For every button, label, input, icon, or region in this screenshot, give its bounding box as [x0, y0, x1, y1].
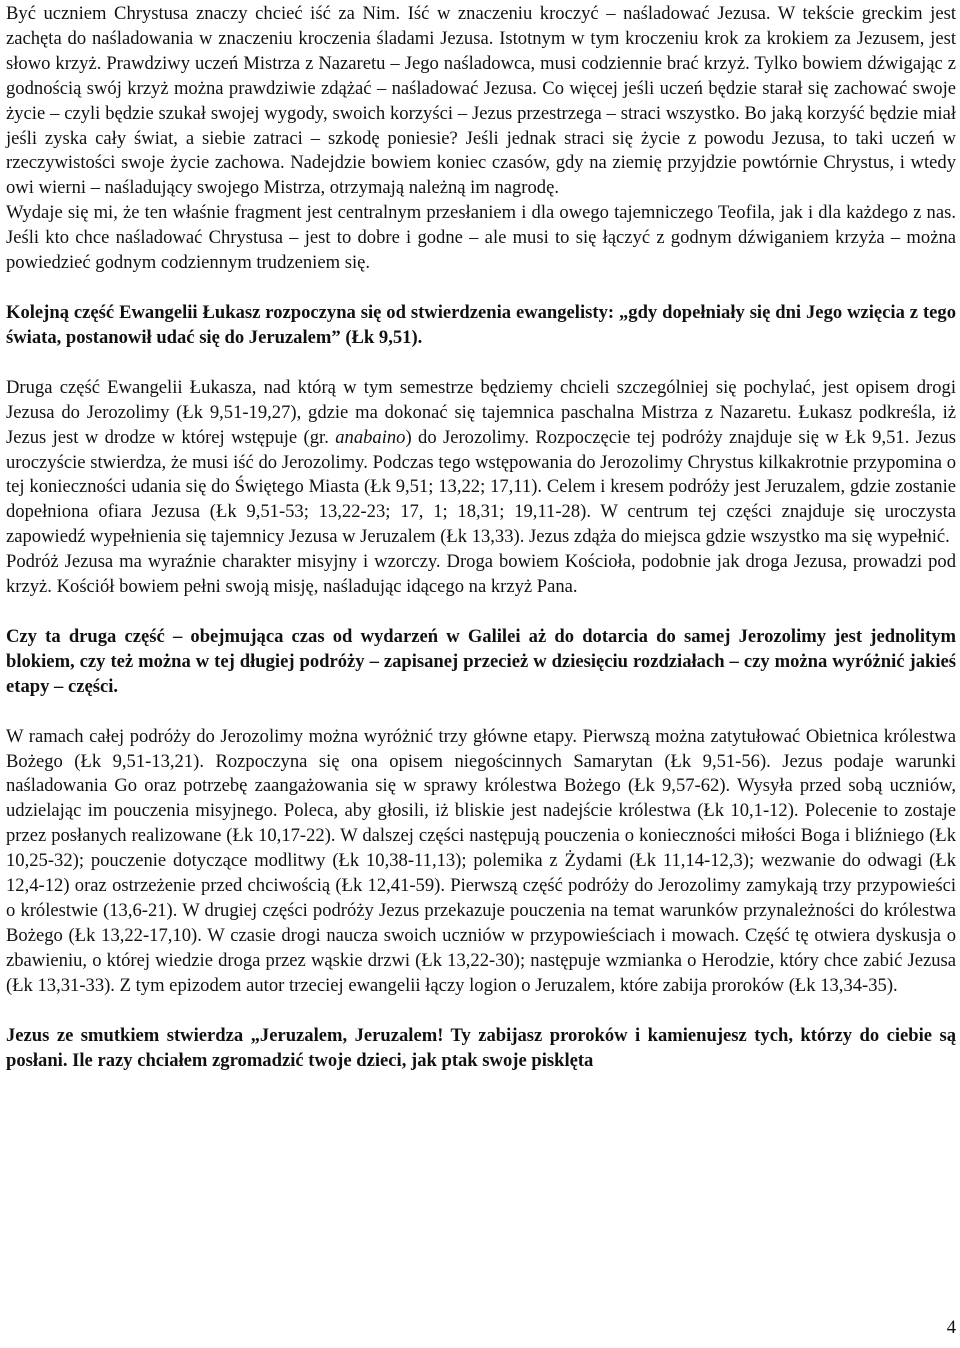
paragraph-spacer: [6, 600, 956, 625]
paragraph-spacer: [6, 700, 956, 725]
paragraph-spacer: [6, 999, 956, 1024]
paragraph-text: Być uczniem Chrystusa znaczy chcieć iść za Nim. Iść w znaczeniu kroczyć – naśladować Jezusa. W tekście greckim jest zachęta do naśladowania w znaczeniu kroczenia śladami Jezusa. Istotnym w tym kroczeniu krok za krokiem za Jezusem, jest słowo krzyż. Prawdziwy uczeń Mistrza z Nazaretu – Jego naśladowca, musi codziennie brać krzyż. Tylko bowiem dźwigając z godnością swój krzyż można prawdziwie zdążać – naśladować Jezusa. Co więcej jeśli uczeń będzie starał się zachować swoje życie – czyli będzie szukał swojej wygody, swoich korzyści – Jezus przestrzega – straci wszystko. Bo jaką korzyść będzie miał jeśli zyska cały świat, a siebie zatraci – szkodę poniesie? Jeśli jednak straci się życie z powodu Jezusa, to taki uczeń w rzeczywistości swoje życie zachowa. Nadejdzie bowiem koniec czasów, gdy na ziemię przyjdzie powtórnie Chrystus, i wtedy owi wierni – naśladujący swojego Mistrza, otrzymają należną im nagrodę.: [6, 3, 956, 199]
paragraph-missionary-journey: [6, 550, 956, 600]
paragraph-three-stages: [6, 725, 956, 999]
paragraph-central-message: [6, 201, 956, 276]
page-number: 4: [946, 1317, 956, 1338]
paragraph-text: Podróż Jezusa ma wyraźnie charakter misyjny i wzorczy. Droga bowiem Kościoła, podobnie jak droga Jezusa, prowadzi pod krzyż. Kościół bowiem pełni swoją misję, naśladując idącego na krzyż Pana.: [6, 551, 956, 598]
document-page: [6, 2, 956, 1073]
paragraph-text: ) do Jerozolimy. Rozpoczęcie tej podróży znajduje się w Łk 9,51. Jezus uroczyście stwierdza, że musi iść do Jerozolimy. Podczas tego wstępowania do Jerozolimy Chrystus kilkakrotnie przypomina o tej konieczności udania się do Świętego Miasta (Łk 9,51; 13,22; 17,11). Celem i kresem podróży jest Jeruzalem, gdzie zostanie dopełniona ofiara Jezusa (Łk 9,51-53; 13,22-23; 17, 1; 18,31; 19,11-28). W centrum tej części znajduje się uroczysta zapowiedź wypełnienia się tajemnicy Jezusa w Jeruzalem (Łk 13,33). Jezus zdąża do miejsca gdzie wszystko ma się wypełnić.: [6, 426, 956, 548]
paragraph-spacer: [6, 276, 956, 301]
greek-term: anabaino: [335, 426, 406, 448]
heading-question-stages: [6, 625, 956, 700]
heading-text: Jezus ze smutkiem stwierdza „Jeruzalem, Jeruzalem! Ty zabijasz proroków i kamienujesz tych, którzy do ciebie są posłani. Ile razy chciałem zgromadzić twoje dzieci, jak ptak swoje pisklęta: [6, 1024, 956, 1071]
paragraph-text: Druga część Ewangelii Łukasza, nad którą w tym semestrze będziemy chcieli szczególniej się pochylać, jest opisem drogi Jezusa do Jerozolimy (Łk 9,51-19,27), gdzie ma dokonać się tajemnica paschalna Mistrza z Nazaretu. Łukasz podkreśla, iż Jezus jest w drodze w której wstępuje (gr.: [6, 376, 956, 448]
heading-jerusalem-journey: [6, 301, 956, 351]
paragraph-second-part: [6, 376, 956, 550]
paragraph-text: W ramach całej podróży do Jerozolimy można wyróżnić trzy główne etapy. Pierwszą można zatytułować Obietnica królestwa Bożego (Łk 9,51-13,21). Rozpoczyna się ona opisem niegościnnych Samarytan (Łk 9,51-56). Jezus podaje warunki naśladowania Go oraz potrzebę zaangażowania się w sprawy królestwa Bożego (Łk 9,57-62). Wysyła przed sobą uczniów, udzielając im pouczenia misyjnego. Poleca, aby głosili, iż bliskie jest nadejście królestwa (Łk 10,1-12). Polecenie to zostaje przez posłanych realizowane (Łk 10,17-22). W dalszej części następują pouczenia o konieczności miłości Boga i bliźniego (Łk 10,25-32); pouczenie dotyczące modlitwy (Łk 10,38-11,13); polemika z Żydami (Łk 11,14-12,3); wezwanie do odwagi (Łk 12,4-12) oraz ostrzeżenie przed chciwością (Łk 12,41-59). Pierwszą część podróży do Jerozolimy zamykają trzy przypowieści o królestwie (13,6-21). W drugiej części podróży Jezus przekazuje pouczenia na temat warunków przynależności do królestwa Bożego (Łk 13,22-17,10). W czasie drogi naucza swoich uczniów w przypowieściach i mowach. Część tę otwiera dyskusja o zbawieniu, o której wiedzie droga przez wąskie drzwi (Łk 13,22-30); następuje wzmianka o Herodzie, który chce zabić Jezusa (Łk 13,31-33). Z tym epizodem autor trzeciej ewangelii łączy logion o Jeruzalem, które zabija proroków (Łk 13,34-35).: [6, 725, 956, 996]
paragraph-spacer: [6, 351, 956, 376]
heading-text: Kolejną część Ewangelii Łukasz rozpoczyna się od stwierdzenia ewangelisty: „gdy dopełniały się dni Jego wzięcia z tego świata, postanowił udać się do Jeruzalem” (Łk 9,51).: [6, 301, 956, 348]
heading-text: Czy ta druga część – obejmująca czas od wydarzeń w Galilei aż do dotarcia do samej Jerozolimy jest jednolitym blokiem, czy też można w tej długiej podróży – zapisanej przecież w dziesięciu rozdziałach – czy można wyróżnić jakieś etapy – części.: [6, 625, 956, 697]
paragraph-discipleship: [6, 2, 956, 201]
paragraph-text: Wydaje się mi, że ten właśnie fragment jest centralnym przesłaniem i dla owego tajemniczego Teofila, jak i dla każdego z nas. Jeśli kto chce naśladować Chrystusa – jest to dobre i godne – ale musi to się łączyć z godnym dźwiganiem krzyża – można powiedzieć godnym codziennym trudzeniem się.: [6, 202, 956, 274]
heading-jerusalem-lament: [6, 1024, 956, 1074]
